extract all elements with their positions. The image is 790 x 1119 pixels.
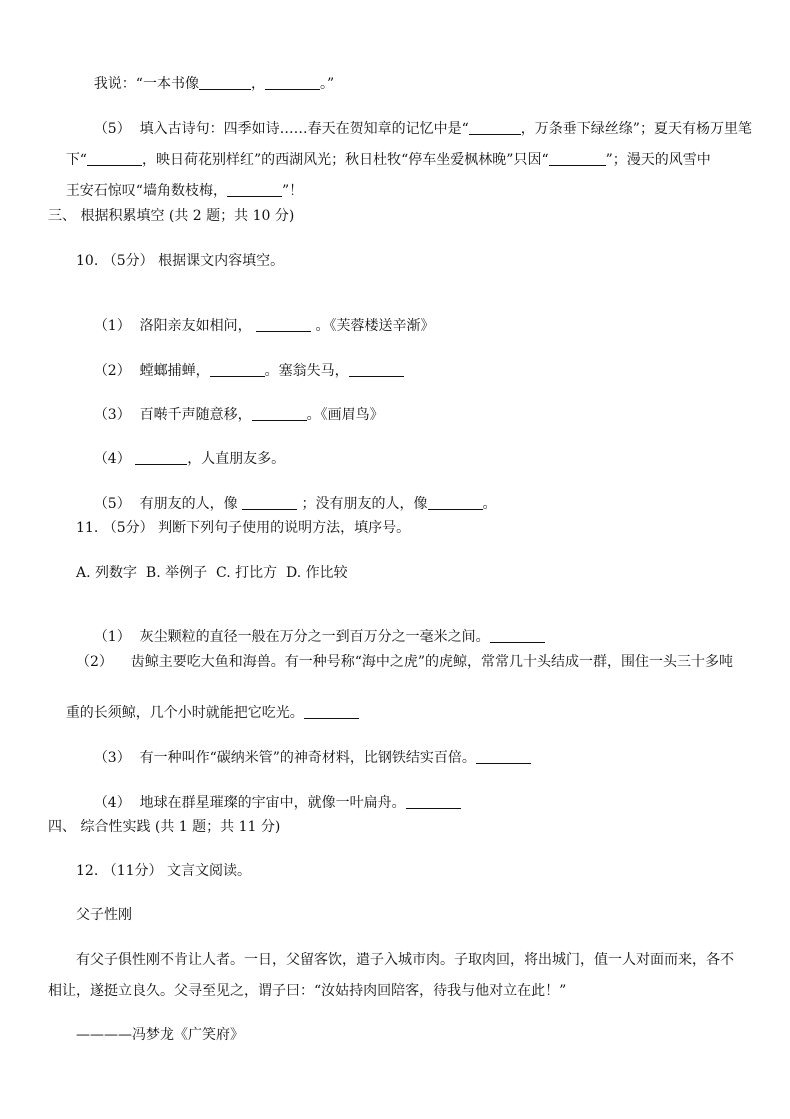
answer-blank[interactable]: [490, 628, 545, 643]
answer-blank[interactable]: [227, 182, 282, 197]
text: 重的长须鲸，几个小时就能把它吃光。: [65, 705, 304, 721]
answer-blank[interactable]: [210, 362, 265, 377]
answer-blank[interactable]: [476, 749, 531, 764]
q11-options: A. 列数字 B. 举例子 C. 打比方 D. 作比较: [76, 565, 348, 581]
text: 。塞翁失马，: [264, 363, 349, 379]
question-12: 12. （11分） 文言文阅读。: [76, 863, 251, 879]
text: （5） 有朋友的人，像: [93, 496, 238, 512]
answer-blank[interactable]: [304, 704, 359, 719]
text: ，: [250, 76, 265, 92]
text: ，万条垂下绿丝绦”；夏天有杨万里笔: [520, 121, 752, 137]
answer-blank[interactable]: [349, 362, 404, 377]
answer-blank[interactable]: [252, 406, 307, 421]
text: 。”: [319, 76, 335, 92]
question-11: 11. （5分） 判断下列句子使用的说明方法，填序号。: [76, 520, 411, 536]
text: （1） 洛阳亲友如相问，: [93, 318, 252, 334]
answer-blank[interactable]: [265, 75, 320, 90]
passage-line1: 有父子俱性刚不肯让人者。一日，父留客饮，遣子入城市肉。子取肉回，将出城门，值一人对面而来，各不: [76, 952, 734, 968]
section-heading-3: 三、 根据积累填空 (共 2 题；共 10 分): [48, 208, 295, 224]
text: 。: [482, 496, 497, 512]
passage-title: 父子性刚: [76, 907, 132, 923]
text: （3） 百啭千声随意移，: [93, 407, 252, 423]
answer-blank[interactable]: [549, 151, 606, 166]
text: 。《画眉鸟》: [306, 407, 384, 423]
text: 下“: [65, 152, 87, 168]
answer-blank[interactable]: [242, 495, 297, 510]
text: ”！: [281, 183, 304, 199]
text: （2） 螳螂捕蝉，: [93, 363, 210, 379]
answer-blank[interactable]: [135, 450, 187, 465]
text: （1） 灰尘颗粒的直径一般在万分之一到百万分之一毫米之间。: [93, 629, 490, 645]
text: （4）: [93, 451, 131, 467]
text: （4） 地球在群星璀璨的宇宙中，就像一叶扁舟。: [93, 795, 406, 811]
text: （3） 有一种叫作“碳纳米管”的神奇材料，比钢铁结实百倍。: [93, 750, 476, 766]
text: 我说：“一本书像: [93, 76, 199, 92]
answer-blank[interactable]: [256, 317, 311, 332]
text: ，映日荷花别样红”的西湖风光；秋日杜牧“停车坐爱枫林晚”只因“: [141, 152, 549, 168]
q11-item-2-line1: （2） 齿鲸主要吃大鱼和海兽。有一种号称“海中之虎”的虎鲸，常常几十头结成一群，围住一头三十多吨: [76, 654, 734, 670]
passage-source: ————冯梦龙《广笑府》: [76, 1027, 244, 1043]
text: ”；漫天的风雪中: [605, 152, 711, 168]
text: 王安石惊叹“墙角数枝梅，: [65, 183, 227, 199]
text: （5） 填入古诗句：四季如诗……春天在贺知章的记忆中是“: [93, 121, 469, 137]
question-10: 10. （5分） 根据课文内容填空。: [76, 253, 285, 269]
section-heading-4: 四、 综合性实践 (共 1 题；共 11 分): [48, 819, 281, 835]
passage-line2: 相让，遂挺立良久。父寻至见之，谓子曰：“汝姑持肉回陪客，待我与他对立在此！”: [48, 983, 567, 999]
text: ；没有朋友的人，像: [301, 496, 428, 512]
answer-blank[interactable]: [428, 495, 483, 510]
text: 。《芙蓉楼送辛渐》: [315, 318, 435, 334]
answer-blank[interactable]: [406, 794, 461, 809]
text: ，人直朋友多。: [187, 451, 286, 467]
answer-blank[interactable]: [199, 75, 251, 90]
